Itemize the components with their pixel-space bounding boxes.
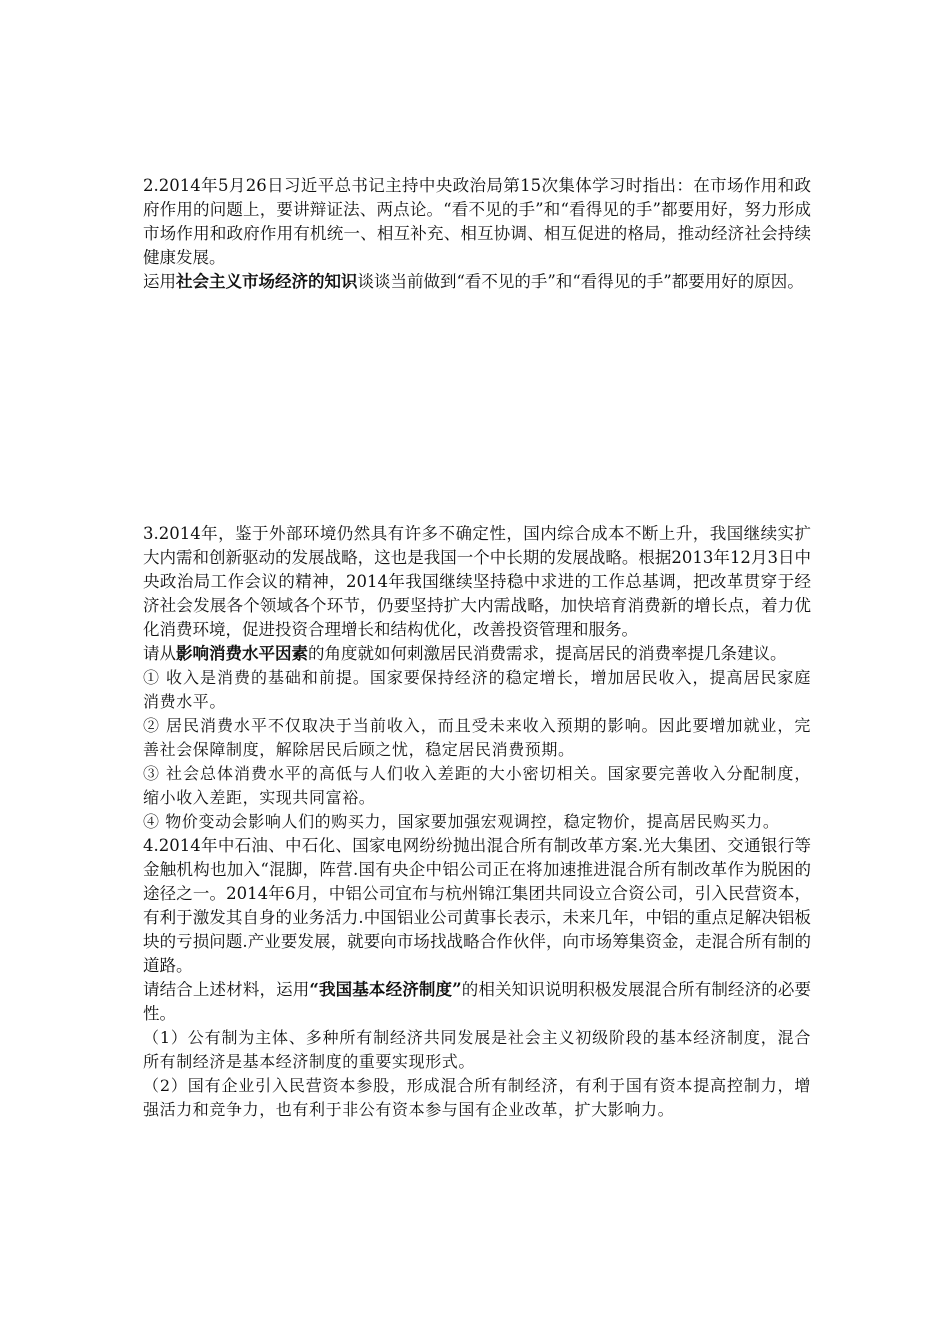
question-3-answer-2: ② 居民消费水平不仅取决于当前收入，而且受未来收入预期的影响。因此要增加就业，完善社会保障制度，解除居民后顾之忧，稳定居民消费预期。 (143, 716, 811, 759)
question-2-prompt-after: 谈谈当前做到“看不见的手”和“看得见的手”都要用好的原因。 (357, 272, 804, 291)
question-2 (143, 174, 811, 294)
question-4-answer-2: （2）国有企业引入民营资本参股，形成混合所有制经济，有利于国有资本提高控制力，增强活力和竞争力，也有利于非公有资本参与国有企业改革，扩大影响力。 (143, 1076, 811, 1119)
question-4-prompt-after: 的相关知识说明积极发展混合所有制经济的必要性。 (143, 980, 812, 1023)
question-3-prompt-after: 的角度就如何刺激居民消费需求，提高居民的消费率提几条建议。 (308, 644, 787, 663)
question-3-answer-3: ③ 社会总体消费水平的高低与人们收入差距的大小密切相关。国家要完善收入分配制度，缩小收入差距，实现共同富裕。 (143, 764, 811, 807)
question-2-stem: 2.2014年5月26日习近平总书记主持中央政治局第15次集体学习时指出：在市场作用和政府作用的问题上，要讲辩证法、两点论。“看不见的手”和“看得见的手”都要用好，努力形成市场作用和政府作用有机统一、相互补充、相互协调、相互促进的格局，推动经济社会持续健康发展。 (143, 176, 811, 267)
question-4-prompt-keyword: “我国基本经济制度” (309, 980, 462, 999)
question-2-prompt-keyword: 社会主义市场经济的知识 (176, 272, 358, 291)
question-4 (143, 834, 811, 1122)
question-4-prompt-before: 请结合上述材料，运用 (143, 980, 310, 999)
question-3 (143, 522, 811, 1122)
question-3-stem: 3.2014年，鉴于外部环境仍然具有许多不确定性，国内综合成本不断上升，我国继续实扩大内需和创新驱动的发展战略，这也是我国一个中长期的发展战略。根据2013年12月3日中央政治局工作会议的精神，2014年我国继续坚持稳中求进的工作总基调，把改革贯穿于经济社会发展各个领域各个环节，仍要坚持扩大内需战略，加快培育消费新的增长点，着力优化消费环境，促进投资合理增长和结构优化，改善投资管理和服务。 (143, 524, 811, 639)
question-4-stem: 4.2014年中石油、中石化、国家电网纷纷抛出混合所有制改革方案.光大集团、交通银行等金触机构也加入“混脚，阵营.国有央企中铝公司正在将加速推进混合所有制改革作为脱困的途径之一。2014年6月，中铝公司宜布与杭州锦江集团共同设立合资公司，引入民营资本，有利于激发其自身的业务活力.中国铝业公司黄事长表示，未来几年，中铝的重点足解决铝板块的亏损问题.产业要发展，就要向市场找战略合作伙伴，向市场筹集资金，走混合所有制的道路。 (143, 836, 811, 975)
question-4-prompt (143, 978, 811, 1026)
question-3-answer-4: ④ 物价变动会影响人们的购买力，国家要加强宏观调控，稳定物价，提高居民购买力。 (143, 812, 780, 831)
question-2-prompt-before: 运用 (143, 272, 176, 291)
question-4-answer-1: （1）公有制为主体、多种所有制经济共同发展是社会主义初级阶段的基本经济制度，混合所有制经济是基本经济制度的重要实现形式。 (143, 1028, 811, 1071)
question-3-prompt (143, 642, 811, 666)
question-3-prompt-keyword: 影响消费水平因素 (176, 644, 308, 663)
question-3-prompt-before: 请从 (143, 644, 176, 663)
question-3-answer-1: ① 收入是消费的基础和前提。国家要保持经济的稳定增长，增加居民收入，提高居民家庭消费水平。 (143, 668, 811, 711)
question-2-prompt (143, 270, 811, 294)
